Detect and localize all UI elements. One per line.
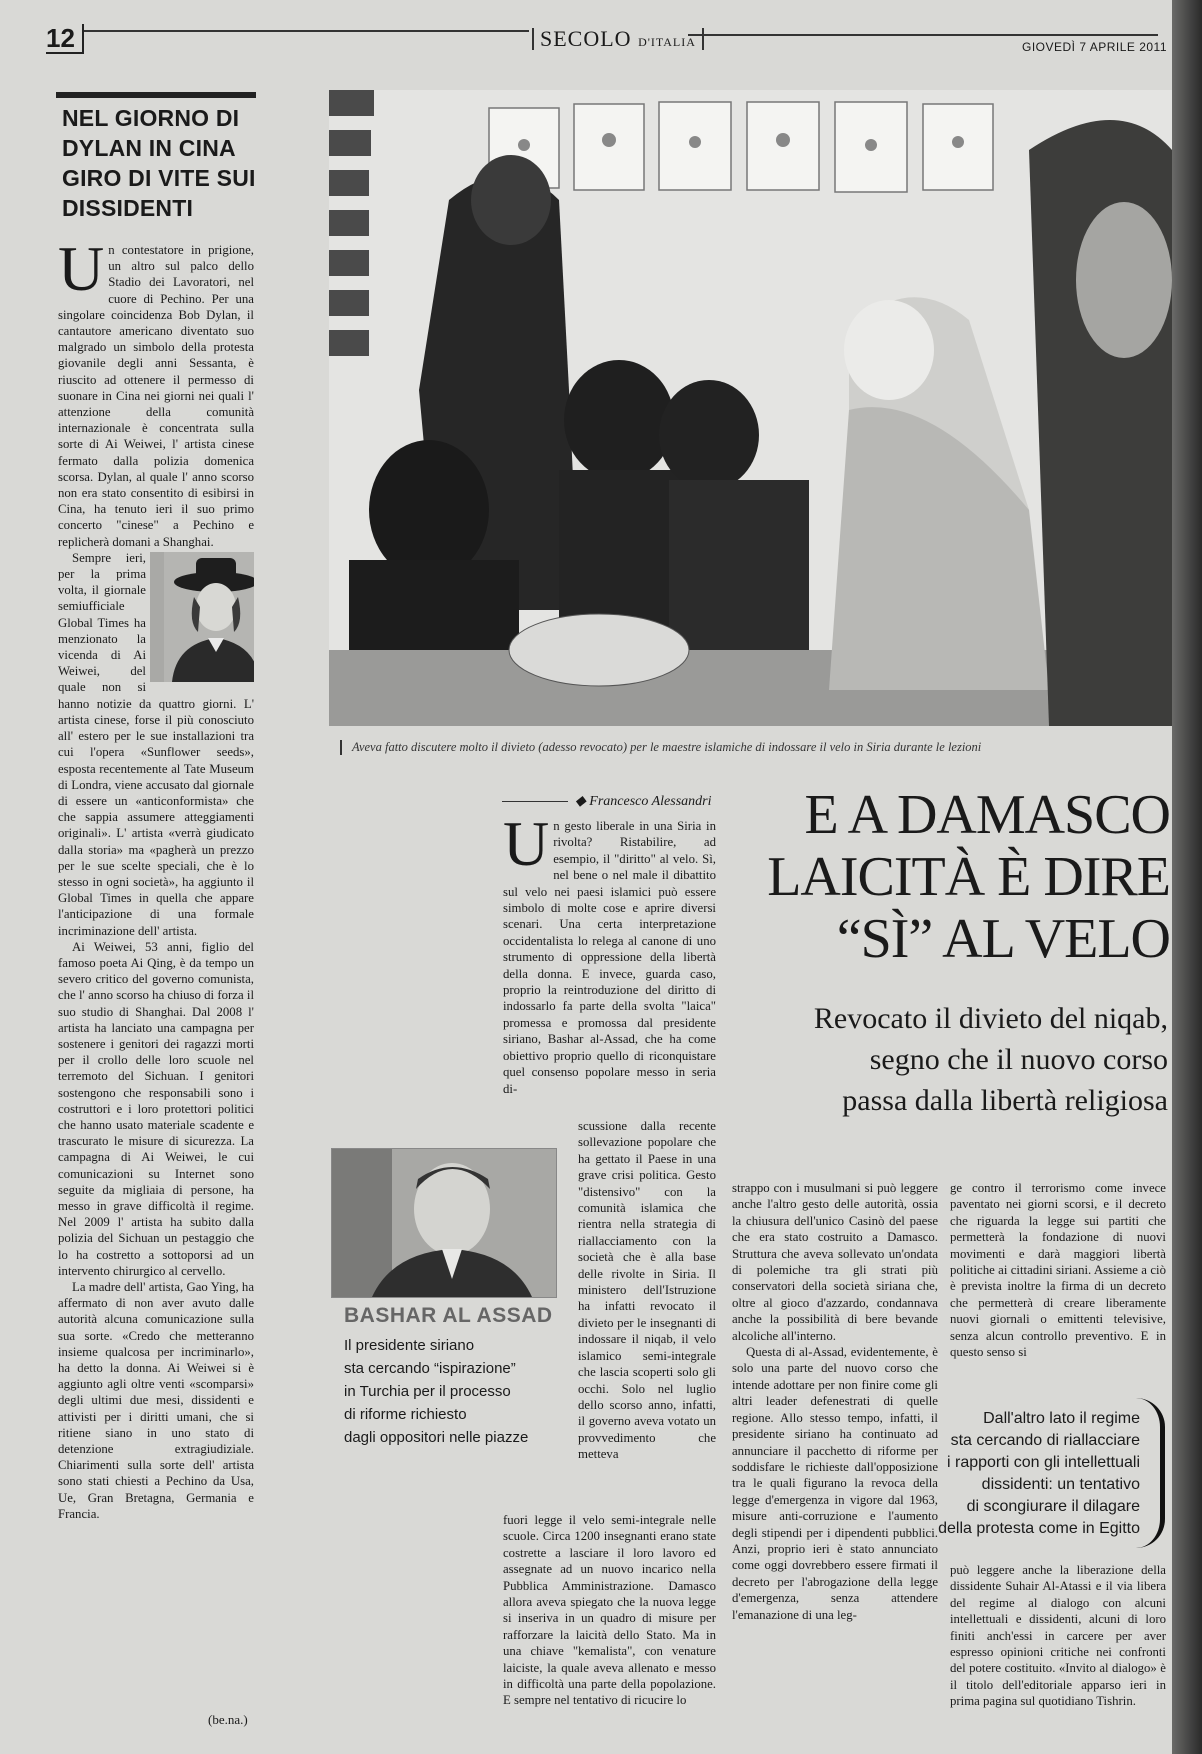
classroom-photo xyxy=(329,90,1172,726)
sidebar-top-rule xyxy=(56,92,256,98)
assad-caption-line: in Turchia per il processo xyxy=(344,1383,511,1400)
assad-box-name: BASHAR AL ASSAD xyxy=(344,1304,553,1327)
masthead-name: SECOLO xyxy=(540,26,632,51)
page-number: 12 xyxy=(46,24,84,54)
pull-quote-line: Dall'altro lato il regime xyxy=(983,1410,1140,1427)
subhead-line-3: passa dalla libertà religiosa xyxy=(842,1084,1168,1117)
pull-quote xyxy=(900,1408,1140,1540)
masthead-title xyxy=(532,28,704,50)
col4-paragraph-2: Questa di al-Assad, evidentemente, è solo una parte del nuovo corso che intende adottare per non finire come gli altri leader defenestrati di quelle regione. Allo stesso tempo, infatti, il presidente siriano ha continuato ad annunciare il pacchetto di riforme per soddisfare le richieste dall'opposizione tra le quali figurano la revoca della legge d'emergenza in vigore dal 1963, misure anti-corruzione e l'aumento degli stipendi per i dipendenti pubblici. Anzi, proprio ieri è stato annunciato come oggi dovrebbero essere firmati il decreto per l'abrogazione della legge d'emergenza, senza attendere l'emanazione di una leg- xyxy=(732,1345,938,1622)
photo-caption: Aveva fatto discutere molto il divieto (adesso revocato) per le maestre islamiche di indossare il velo in Siria durante le lezioni xyxy=(340,740,1172,755)
dylan-portrait xyxy=(150,552,254,682)
main-article-col-3: fuori legge il velo semi-integrale nelle scuole. Circa 1200 insegnanti erano state costrette a lasciare il loro lavoro ed assegnate ad un nuovo incarico nella Pubblica Amministrazione. Damasco allora aveva spiegato che la nuova legge si inseriva in un quadro di misure per rafforzare la laicità dello Stato. Ma in una chiave "kemalista", con venature laiciste, la quale aveva allenato e messo in difficoltà una parte della popolazione. E sempre nel tentativo di ricucire lo xyxy=(503,1513,716,1708)
main-headline xyxy=(726,784,1170,970)
masthead-name-suffix: D'ITALIA xyxy=(638,35,696,49)
byline-rule xyxy=(502,801,568,802)
pull-quote-line: dissidenti: un tentativo xyxy=(981,1476,1140,1493)
main-article-col-1 xyxy=(503,818,716,1128)
subhead-line-2: segno che il nuovo corso xyxy=(869,1043,1168,1076)
assad-photo xyxy=(331,1148,557,1298)
issue-date: GIOVEDÌ 7 APRILE 2011 xyxy=(1022,40,1168,54)
subhead-line-1: Revocato il divieto del niqab, xyxy=(813,1002,1168,1035)
main-subheadline xyxy=(726,998,1168,1121)
sidebar-paragraph-1: n contestatore in prigione, un altro sul palco dello Stadio dei Lavoratori, nel cuore di Pechino. Per una singolare coincidenza Bob Dylan, il cantautore americano diventato suo malgrado un simbolo della protesta giovanile degli anni Sessanta, è riuscito ad ottenere il permesso di suonare in Cina nei giorni nei quali l' attenzione della comunità internazionale è concentrata sulla sorte di Ai Weiwei, l' artista cinese fermato dalla polizia domenica scorsa. Dylan, al quale l' anno scorso non era stato consentito di esibirsi in Cina, ha tenuto ieri il suo primo concerto "cinese" a Pechino e replicherà domani a Shanghai. xyxy=(58,243,254,549)
main-article-col-6: può leggere anche la liberazione della dissidente Suhair Al-Atassi e il via libera del regime al dialogo con alcuni intellettuali e dissidenti, alcuni di loro finiti anch'essi in carcere per aver espresso opinioni critiche nei confronti del potere costituito. «Invito al dialogo» è il titolo dell'editoriale apparso ieri in prima pagina sul quotidiano Tishrin. xyxy=(950,1563,1166,1709)
assad-box-caption xyxy=(344,1334,574,1449)
sidebar-paragraph-4: La madre dell' artista, Gao Ying, ha affermato di non aver avuto dalle autorità alcuna comunicazione sulla sua sorte. «Credo che metteranno insieme qualcosa per incriminarlo», ha detto la donna. Ai Weiwei si è aggiunto agli oltre venti «scomparsi» degli ultimi due mesi, dissidenti e attivisti per i diritti umani, che si ritiene siano in uno stato di detenzione extragiudiziale. Chiarimenti sulla sorte dell' artista sono stati chiesti a Pechino da Usa, Ue, Gran Bretagna, Germania e Francia. xyxy=(58,1280,254,1521)
masthead-rule-left xyxy=(84,30,529,32)
main-dropcap: U xyxy=(503,818,550,879)
sidebar-dropcap: U xyxy=(58,242,105,304)
sidebar-article-body xyxy=(58,242,254,1722)
col4-paragraph-1: strappo con i musulmani si può leggere anche l'altro gesto delle autorità, ossia la chiusura dell'unico Casinò del paese che era stato costruito a Damasco. Struttura che aveva sollevato un'ondata di polemiche tra gli strati più conservatori della società siriana che, oltre al gioco d'azzardo, condannava anche la possibilità di bere bevande alcoliche all'interno. xyxy=(732,1181,938,1343)
sidebar-paragraph-2: Sempre ieri, per la prima volta, il giornale semiufficiale Global Times ha menzionato la vicenda di Ai Weiwei, del quale non si hanno notizie da quattro giorni. L' artista cinese, forse il più conosciuto all' estero per le sue installazioni tra cui l'opera «Sunflower seeds», esposta recentemente al Tate Museum di Londra, viene accusato dal giornale di essere un «anticonformista» che che sappia assumere atteggiamenti originali». L' artista «verrà giudicato dalla storia» ma «pagherà un prezzo per le sue scelte speciali, che è lo stesso in ogni società», ha aggiunto il Global Times in quella che appare l'anticipazione di una formale incriminazione dell' artista. xyxy=(58,550,254,938)
headline-line-3: “SÌ” AL VELO xyxy=(836,908,1170,970)
sidebar-headline: NEL GIORNO DI DYLAN IN CINA GIRO DI VITE SUI DISSIDENTI xyxy=(62,105,256,221)
assad-caption-line: dagli oppositori nelle piazze xyxy=(344,1429,529,1446)
byline-author: Francesco Alessandri xyxy=(589,794,712,809)
assad-caption-line: di riforme richiesto xyxy=(344,1406,467,1423)
masthead-rule-right xyxy=(688,34,1158,36)
main-article-col-2: scussione dalla recente sollevazione popolare che ha gettato il Paese in una grave crisi politica. Gesto "distensivo" con la comunità islamica che rientra nella strategia di riallacciamento con la società che è alla base delle rivolte in Siria. Il ministero dell'Istruzione ha infatti revocato il divieto per le insegnanti di indossare il niqab, il velo islamico semi-integrale che lascia scoperti solo gli occhi. Solo nel luglio dello scorso anno, infatti, il governo aveva votato un provvedimento che metteva xyxy=(578,1119,716,1462)
pull-quote-line: della protesta come in Egitto xyxy=(938,1520,1140,1537)
headline-line-2: LAICITÀ È DIRE xyxy=(767,846,1170,908)
assad-caption-line: Il presidente siriano xyxy=(344,1337,475,1354)
main-article-col-5: ge contro il terrorismo come invece paventato nei giorni scorsi, e il decreto che riguarda la legge sui partiti che permetterà la fondazione di nuovi movimenti e darà maggiori libertà politiche ai cittadini siriani. Assieme a ciò è prevista inoltre la firma di un decreto che permetterà di creare liberamente nuovi giornali o emittenti televisive, senza alcun controllo preventivo. E in questo senso si xyxy=(950,1181,1166,1360)
assad-caption-line: sta cercando “ispirazione” xyxy=(344,1360,516,1377)
headline-line-1: E A DAMASCO xyxy=(804,784,1170,846)
pull-quote-line: sta cercando di riallacciare xyxy=(950,1432,1140,1449)
pull-quote-bracket xyxy=(1136,1398,1165,1548)
main-article-text-1: n gesto liberale in una Siria in rivolta? Ristabilire, ad esempio, il "diritto" al velo. Sì, nel bene o nel male il dibattito sul velo nei paesi islamici può essere simbolo di molte cose e aprire diversi scenari. Una certa interpretazione occidentalista lo relega al canone di uno strumento di oppressione della libertà della donna. E invece, guarda caso, proprio la reintroduzione del diritto di indossarlo fa parte della svolta "laica" promessa e promossa dal presidente siriano, Bashar al-Assad, che ha come obiettivo proprio quello di riconquistare quel consenso popolare messo in seria di- xyxy=(503,819,716,1096)
pull-quote-line: i rapporti con gli intellettuali xyxy=(947,1454,1140,1471)
sidebar-signature: (be.na.) xyxy=(208,1712,248,1727)
byline: ◆ Francesco Alessandri xyxy=(575,794,712,809)
pull-quote-line: di scongiurare il dilagare xyxy=(966,1498,1140,1515)
sidebar-paragraph-3: Ai Weiwei, 53 anni, figlio del famoso poeta Ai Qing, è da tempo un severo critico del governo comunista, che l' anno scorso ha chiuso di forza il suo studio di Shanghai. Dal 2008 l' artista ha lanciato una campagna per sostenere i genitori dei ragazzi morti per il crollo delle loro scuole nel terremoto del Sichuan. I genitori sostengono che responsabili sono i costruttori e i loro protettori politici che hanno usato materiale scadente e trascurato le misure di sicurezza. La campagna di Ai Weiwei, le cui comunicazioni su Internet sono seguite da migliaia di persone, ha messo in grave difficoltà il regime. Nel 2009 l' artista ha subito dalla polizia del Sichuan un pestaggio che lo ha costretto a sottoporsi ad un intervento chirurgico al cervello. xyxy=(58,939,254,1278)
page-edge-shadow xyxy=(1172,0,1202,1754)
